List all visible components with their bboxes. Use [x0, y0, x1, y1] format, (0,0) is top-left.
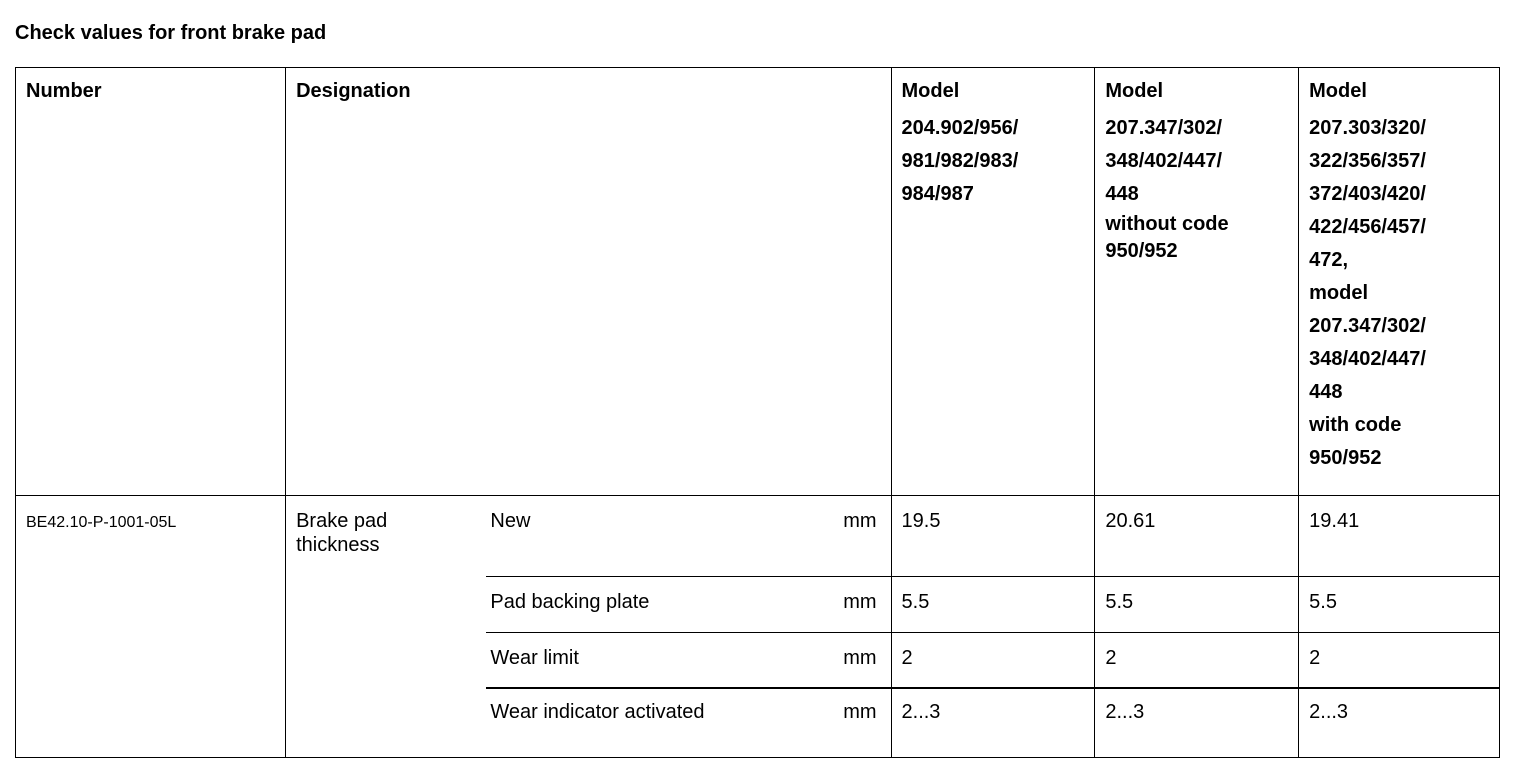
- value-cell: 5.5: [1299, 577, 1500, 633]
- item-wear-indicator: [486, 688, 891, 758]
- item-unit: mm: [843, 700, 877, 723]
- value-cell: 20.61: [1095, 496, 1299, 577]
- value-cell: 2...3: [1095, 688, 1299, 758]
- item-unit: mm: [843, 591, 877, 613]
- value-cell: 2: [1095, 633, 1299, 688]
- check-values-table: [15, 67, 1500, 758]
- page-title: Check values for front brake pad: [15, 22, 327, 44]
- value-cell: 19.5: [891, 496, 1095, 577]
- header-number: Number: [16, 68, 286, 496]
- value-cell: 2: [1299, 633, 1500, 688]
- document-number: BE42.10-P-1001-05L: [16, 496, 286, 758]
- header-model-2: Model 207.347/302/ 348/402/447/ 448 without code 950/952: [1095, 68, 1299, 496]
- header-model-3: Model 207.303/320/ 322/356/357/ 372/403/420/ 422/456/457/ 472, model 207.347/302/ 348/402/447/ 448 with code 950/952: [1299, 68, 1500, 496]
- item-wear-limit: [486, 633, 891, 688]
- value-cell: 2: [891, 633, 1095, 688]
- table-header-row: [16, 68, 1500, 496]
- value-cell: 5.5: [1095, 577, 1299, 633]
- value-cell: 5.5: [891, 577, 1095, 633]
- item-label: Wear limit: [490, 647, 579, 669]
- item-label: Pad backing plate: [490, 591, 650, 613]
- item-label: New: [490, 510, 531, 532]
- designation-label: Brake pad thickness: [286, 496, 487, 758]
- table-row: [16, 496, 1500, 577]
- item-new: [486, 496, 891, 577]
- item-unit: mm: [843, 510, 877, 532]
- value-cell: 2...3: [891, 688, 1095, 758]
- item-unit: mm: [843, 647, 877, 669]
- header-model-1: Model 204.902/956/ 981/982/983/ 984/987: [891, 68, 1095, 496]
- header-designation: Designation: [286, 68, 891, 496]
- item-label: Wear indicator activated: [490, 700, 705, 723]
- value-cell: 2...3: [1299, 688, 1500, 758]
- item-pad-backing-plate: [486, 577, 891, 633]
- value-cell: 19.41: [1299, 496, 1500, 577]
